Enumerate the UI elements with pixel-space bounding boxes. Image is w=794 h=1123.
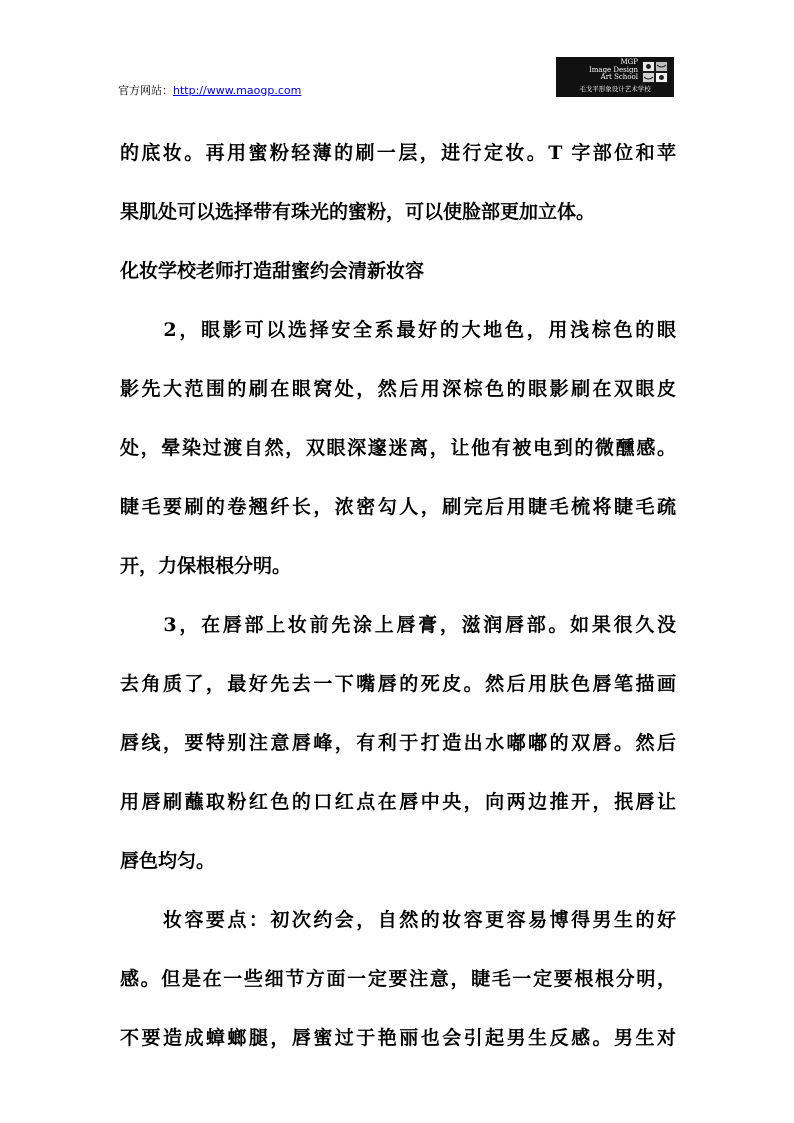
text-line: 影先大范围的刷在眼窝处，然后用深棕色的眼影刷在双眼皮 [120, 378, 676, 400]
text-line: 唇色均匀。 [120, 850, 216, 872]
logo-line-2: Image Design [589, 65, 638, 74]
text-line: 唇线，要特别注意唇峰，有利于打造出水嘟嘟的双唇。然后 [120, 732, 676, 754]
text-line: 果肌处可以选择带有珠光的蜜粉，可以使脸部更加立体。 [120, 201, 596, 223]
site-link[interactable]: http://www.maogp.com [173, 84, 302, 97]
logo-face-icon [642, 61, 668, 83]
text-line: 妆容要点：初次约会，自然的妆容更容易博得男生的好 [120, 909, 676, 931]
site-info [118, 84, 301, 98]
logo-line-3: Art School [600, 73, 638, 81]
text-line: 开，力保根根分明。 [120, 555, 292, 577]
text-line: 去角质了，最好先去一下嘴唇的死皮。然后用肤色唇笔描画 [120, 673, 676, 695]
text-line: 感。但是在一些细节方面一定要注意，睫毛一定要根根分明， [120, 968, 676, 990]
text-line: 不要造成蟑螂腿，唇蜜过于艳丽也会引起男生反感。男生对 [120, 1027, 676, 1049]
text-line: 3，在唇部上妆前先涂上唇膏，滋润唇部。如果很久没 [120, 614, 676, 636]
text-line: 处，晕染过渡自然，双眼深邃迷离，让他有被电到的微醺感。 [120, 437, 676, 459]
text-line: 2，眼影可以选择安全系最好的大地色，用浅棕色的眼 [120, 319, 676, 341]
logo-wordmark [560, 59, 638, 82]
text-line: 用唇刷蘸取粉红色的口红点在唇中央，向两边推开，抿唇让 [120, 791, 676, 813]
article-body [120, 129, 676, 1073]
page-header [0, 0, 794, 110]
logo-line-1: MGP [620, 58, 638, 66]
section-heading: 化妆学校老师打造甜蜜约会清新妆容 [120, 260, 425, 282]
site-label: 官方网站： [118, 84, 173, 97]
text-line: 的底妆。再用蜜粉轻薄的刷一层，进行定妆。T 字部位和苹 [120, 142, 676, 164]
text-line: 睫毛要刷的卷翘纤长，浓密勾人，刷完后用睫毛梳将睫毛疏 [120, 496, 676, 518]
logo-subtitle: 毛戈平形象设计艺术学校 [579, 85, 651, 93]
school-logo [556, 57, 674, 97]
